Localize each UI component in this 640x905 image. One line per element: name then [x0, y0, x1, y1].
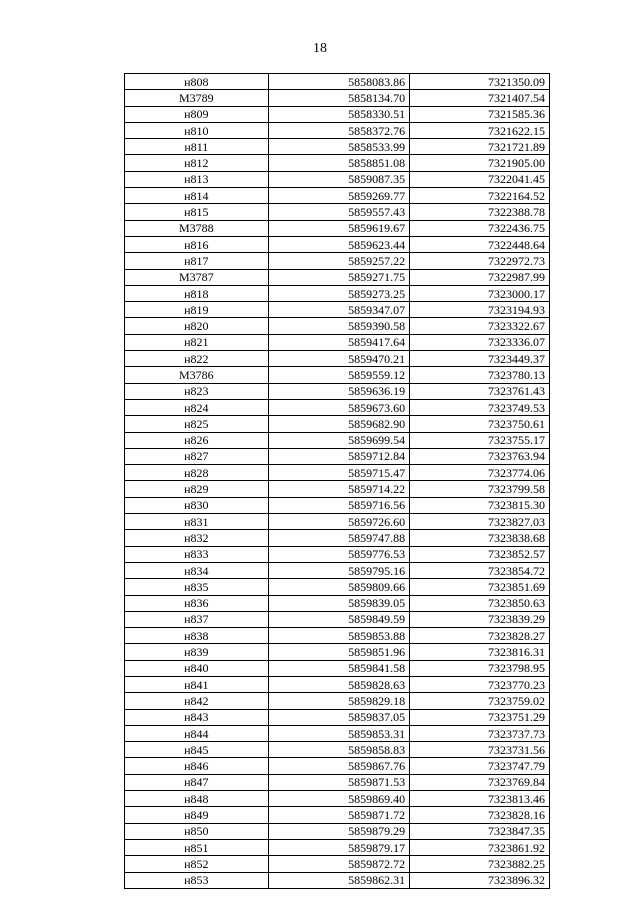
y-coordinate-cell: 7323000.17 [410, 285, 550, 301]
point-id-cell: н828 [125, 465, 269, 481]
x-coordinate-cell: 5859776.53 [268, 546, 410, 562]
table-row [125, 220, 550, 236]
point-id-cell: н817 [125, 253, 269, 269]
table-row [125, 383, 550, 399]
x-coordinate-cell: 5859829.18 [268, 693, 410, 709]
point-id-cell: н829 [125, 481, 269, 497]
y-coordinate-cell: 7323763.94 [410, 448, 550, 464]
table-row [125, 676, 550, 692]
point-id-cell: н850 [125, 823, 269, 839]
point-id-cell: н847 [125, 774, 269, 790]
y-coordinate-cell: 7323774.06 [410, 465, 550, 481]
y-coordinate-cell: 7323799.58 [410, 481, 550, 497]
point-id-cell: н841 [125, 676, 269, 692]
x-coordinate-cell: 5859557.43 [268, 204, 410, 220]
x-coordinate-cell: 5859858.83 [268, 742, 410, 758]
x-coordinate-cell: 5859809.66 [268, 579, 410, 595]
y-coordinate-cell: 7323816.31 [410, 644, 550, 660]
table-row [125, 791, 550, 807]
x-coordinate-cell: 5858330.51 [268, 106, 410, 122]
y-coordinate-cell: 7322436.75 [410, 220, 550, 236]
x-coordinate-cell: 5859841.58 [268, 660, 410, 676]
x-coordinate-cell: 5859273.25 [268, 285, 410, 301]
x-coordinate-cell: 5859726.60 [268, 514, 410, 530]
y-coordinate-cell: 7323854.72 [410, 562, 550, 578]
y-coordinate-cell: 7321585.36 [410, 106, 550, 122]
point-id-cell: н843 [125, 709, 269, 725]
y-coordinate-cell: 7323896.32 [410, 872, 550, 888]
x-coordinate-cell: 5859623.44 [268, 236, 410, 252]
y-coordinate-cell: 7323813.46 [410, 791, 550, 807]
x-coordinate-cell: 5859853.88 [268, 628, 410, 644]
point-id-cell: М3788 [125, 220, 269, 236]
x-coordinate-cell: 5858372.76 [268, 122, 410, 138]
table-row [125, 188, 550, 204]
table-row [125, 171, 550, 187]
table-row [125, 367, 550, 383]
y-coordinate-cell: 7323838.68 [410, 530, 550, 546]
page-number: 18 [313, 41, 327, 56]
point-id-cell: н820 [125, 318, 269, 334]
table-row [125, 155, 550, 171]
y-coordinate-cell: 7323852.57 [410, 546, 550, 562]
point-id-cell: н810 [125, 122, 269, 138]
y-coordinate-cell: 7322388.78 [410, 204, 550, 220]
table-row [125, 628, 550, 644]
y-coordinate-cell: 7323861.92 [410, 839, 550, 855]
x-coordinate-cell: 5859087.35 [268, 171, 410, 187]
table-row [125, 807, 550, 823]
y-coordinate-cell: 7323780.13 [410, 367, 550, 383]
x-coordinate-cell: 5859699.54 [268, 432, 410, 448]
point-id-cell: н830 [125, 497, 269, 513]
y-coordinate-cell: 7322448.64 [410, 236, 550, 252]
table-row [125, 856, 550, 872]
point-id-cell: н842 [125, 693, 269, 709]
y-coordinate-cell: 7323815.30 [410, 497, 550, 513]
y-coordinate-cell: 7323750.61 [410, 416, 550, 432]
x-coordinate-cell: 5859619.67 [268, 220, 410, 236]
x-coordinate-cell: 5859853.31 [268, 725, 410, 741]
x-coordinate-cell: 5859837.05 [268, 709, 410, 725]
table-row [125, 481, 550, 497]
point-id-cell: н823 [125, 383, 269, 399]
y-coordinate-cell: 7322972.73 [410, 253, 550, 269]
x-coordinate-cell: 5859715.47 [268, 465, 410, 481]
y-coordinate-cell: 7323851.69 [410, 579, 550, 595]
table-row [125, 562, 550, 578]
x-coordinate-cell: 5859716.56 [268, 497, 410, 513]
x-coordinate-cell: 5859390.58 [268, 318, 410, 334]
x-coordinate-cell: 5859271.75 [268, 269, 410, 285]
table-row [125, 74, 550, 90]
x-coordinate-cell: 5859871.53 [268, 774, 410, 790]
x-coordinate-cell: 5859257.22 [268, 253, 410, 269]
point-id-cell: М3786 [125, 367, 269, 383]
table-row [125, 725, 550, 741]
y-coordinate-cell: 7321622.15 [410, 122, 550, 138]
x-coordinate-cell: 5859417.64 [268, 334, 410, 350]
table-row [125, 318, 550, 334]
point-id-cell: н834 [125, 562, 269, 578]
point-id-cell: н813 [125, 171, 269, 187]
table-row [125, 758, 550, 774]
table-row [125, 839, 550, 855]
point-id-cell: н844 [125, 725, 269, 741]
table-row [125, 660, 550, 676]
y-coordinate-cell: 7321905.00 [410, 155, 550, 171]
point-id-cell: н827 [125, 448, 269, 464]
x-coordinate-cell: 5859673.60 [268, 399, 410, 415]
x-coordinate-cell: 5859559.12 [268, 367, 410, 383]
y-coordinate-cell: 7323798.95 [410, 660, 550, 676]
y-coordinate-cell: 7322041.45 [410, 171, 550, 187]
y-coordinate-cell: 7321721.89 [410, 139, 550, 155]
table-row [125, 774, 550, 790]
point-id-cell: н846 [125, 758, 269, 774]
y-coordinate-cell: 7323769.84 [410, 774, 550, 790]
table-row [125, 611, 550, 627]
x-coordinate-cell: 5859839.05 [268, 595, 410, 611]
point-id-cell: н833 [125, 546, 269, 562]
y-coordinate-cell: 7323194.93 [410, 302, 550, 318]
point-id-cell: н821 [125, 334, 269, 350]
y-coordinate-cell: 7323850.63 [410, 595, 550, 611]
x-coordinate-cell: 5859849.59 [268, 611, 410, 627]
point-id-cell: н840 [125, 660, 269, 676]
x-coordinate-cell: 5859879.17 [268, 839, 410, 855]
x-coordinate-cell: 5859869.40 [268, 791, 410, 807]
table-row [125, 285, 550, 301]
x-coordinate-cell: 5859862.31 [268, 872, 410, 888]
table-row [125, 546, 550, 562]
y-coordinate-cell: 7321350.09 [410, 74, 550, 90]
x-coordinate-cell: 5859747.88 [268, 530, 410, 546]
y-coordinate-cell: 7323737.73 [410, 725, 550, 741]
y-coordinate-cell: 7323759.02 [410, 693, 550, 709]
table-row [125, 514, 550, 530]
table-row [125, 416, 550, 432]
table-row [125, 334, 550, 350]
coordinates-table-body [125, 74, 550, 889]
x-coordinate-cell: 5859347.07 [268, 302, 410, 318]
point-id-cell: н849 [125, 807, 269, 823]
x-coordinate-cell: 5858851.08 [268, 155, 410, 171]
y-coordinate-cell: 7323449.37 [410, 351, 550, 367]
x-coordinate-cell: 5859871.72 [268, 807, 410, 823]
y-coordinate-cell: 7323755.17 [410, 432, 550, 448]
point-id-cell: н839 [125, 644, 269, 660]
point-id-cell: н818 [125, 285, 269, 301]
x-coordinate-cell: 5859879.29 [268, 823, 410, 839]
point-id-cell: н826 [125, 432, 269, 448]
table-row [125, 595, 550, 611]
y-coordinate-cell: 7323322.67 [410, 318, 550, 334]
point-id-cell: н831 [125, 514, 269, 530]
point-id-cell: М3789 [125, 90, 269, 106]
y-coordinate-cell: 7323828.27 [410, 628, 550, 644]
x-coordinate-cell: 5859636.19 [268, 383, 410, 399]
table-row [125, 253, 550, 269]
point-id-cell: н812 [125, 155, 269, 171]
table-row [125, 709, 550, 725]
table-row [125, 302, 550, 318]
table-row [125, 742, 550, 758]
x-coordinate-cell: 5859867.76 [268, 758, 410, 774]
x-coordinate-cell: 5859828.63 [268, 676, 410, 692]
point-id-cell: н809 [125, 106, 269, 122]
table-row [125, 448, 550, 464]
x-coordinate-cell: 5859269.77 [268, 188, 410, 204]
point-id-cell: н815 [125, 204, 269, 220]
point-id-cell: н836 [125, 595, 269, 611]
table-row [125, 351, 550, 367]
y-coordinate-cell: 7321407.54 [410, 90, 550, 106]
y-coordinate-cell: 7323827.03 [410, 514, 550, 530]
table-row [125, 693, 550, 709]
x-coordinate-cell: 5859682.90 [268, 416, 410, 432]
table-row [125, 269, 550, 285]
table-row [125, 204, 550, 220]
y-coordinate-cell: 7323770.23 [410, 676, 550, 692]
y-coordinate-cell: 7323336.07 [410, 334, 550, 350]
x-coordinate-cell: 5858533.99 [268, 139, 410, 155]
x-coordinate-cell: 5858134.70 [268, 90, 410, 106]
point-id-cell: н838 [125, 628, 269, 644]
y-coordinate-cell: 7323761.43 [410, 383, 550, 399]
table-row [125, 872, 550, 888]
table-row [125, 530, 550, 546]
point-id-cell: н835 [125, 579, 269, 595]
point-id-cell: н822 [125, 351, 269, 367]
y-coordinate-cell: 7323839.29 [410, 611, 550, 627]
table-row [125, 236, 550, 252]
y-coordinate-cell: 7323882.25 [410, 856, 550, 872]
point-id-cell: н811 [125, 139, 269, 155]
point-id-cell: н848 [125, 791, 269, 807]
coordinates-table [124, 73, 550, 889]
table-row [125, 90, 550, 106]
point-id-cell: н832 [125, 530, 269, 546]
point-id-cell: н814 [125, 188, 269, 204]
x-coordinate-cell: 5859872.72 [268, 856, 410, 872]
table-row [125, 106, 550, 122]
x-coordinate-cell: 5858083.86 [268, 74, 410, 90]
point-id-cell: М3787 [125, 269, 269, 285]
point-id-cell: н851 [125, 839, 269, 855]
table-row [125, 465, 550, 481]
table-row [125, 497, 550, 513]
x-coordinate-cell: 5859714.22 [268, 481, 410, 497]
point-id-cell: н824 [125, 399, 269, 415]
table-row [125, 399, 550, 415]
y-coordinate-cell: 7323847.35 [410, 823, 550, 839]
table-row [125, 122, 550, 138]
y-coordinate-cell: 7322164.52 [410, 188, 550, 204]
point-id-cell: н853 [125, 872, 269, 888]
table-row [125, 432, 550, 448]
x-coordinate-cell: 5859851.96 [268, 644, 410, 660]
point-id-cell: н845 [125, 742, 269, 758]
x-coordinate-cell: 5859795.16 [268, 562, 410, 578]
y-coordinate-cell: 7323747.79 [410, 758, 550, 774]
table-row [125, 644, 550, 660]
x-coordinate-cell: 5859712.84 [268, 448, 410, 464]
point-id-cell: н837 [125, 611, 269, 627]
point-id-cell: н852 [125, 856, 269, 872]
y-coordinate-cell: 7323751.29 [410, 709, 550, 725]
point-id-cell: н808 [125, 74, 269, 90]
table-row [125, 139, 550, 155]
point-id-cell: н816 [125, 236, 269, 252]
y-coordinate-cell: 7323749.53 [410, 399, 550, 415]
table-row [125, 823, 550, 839]
y-coordinate-cell: 7323828.16 [410, 807, 550, 823]
table-row [125, 579, 550, 595]
point-id-cell: н819 [125, 302, 269, 318]
x-coordinate-cell: 5859470.21 [268, 351, 410, 367]
y-coordinate-cell: 7322987.99 [410, 269, 550, 285]
y-coordinate-cell: 7323731.56 [410, 742, 550, 758]
point-id-cell: н825 [125, 416, 269, 432]
